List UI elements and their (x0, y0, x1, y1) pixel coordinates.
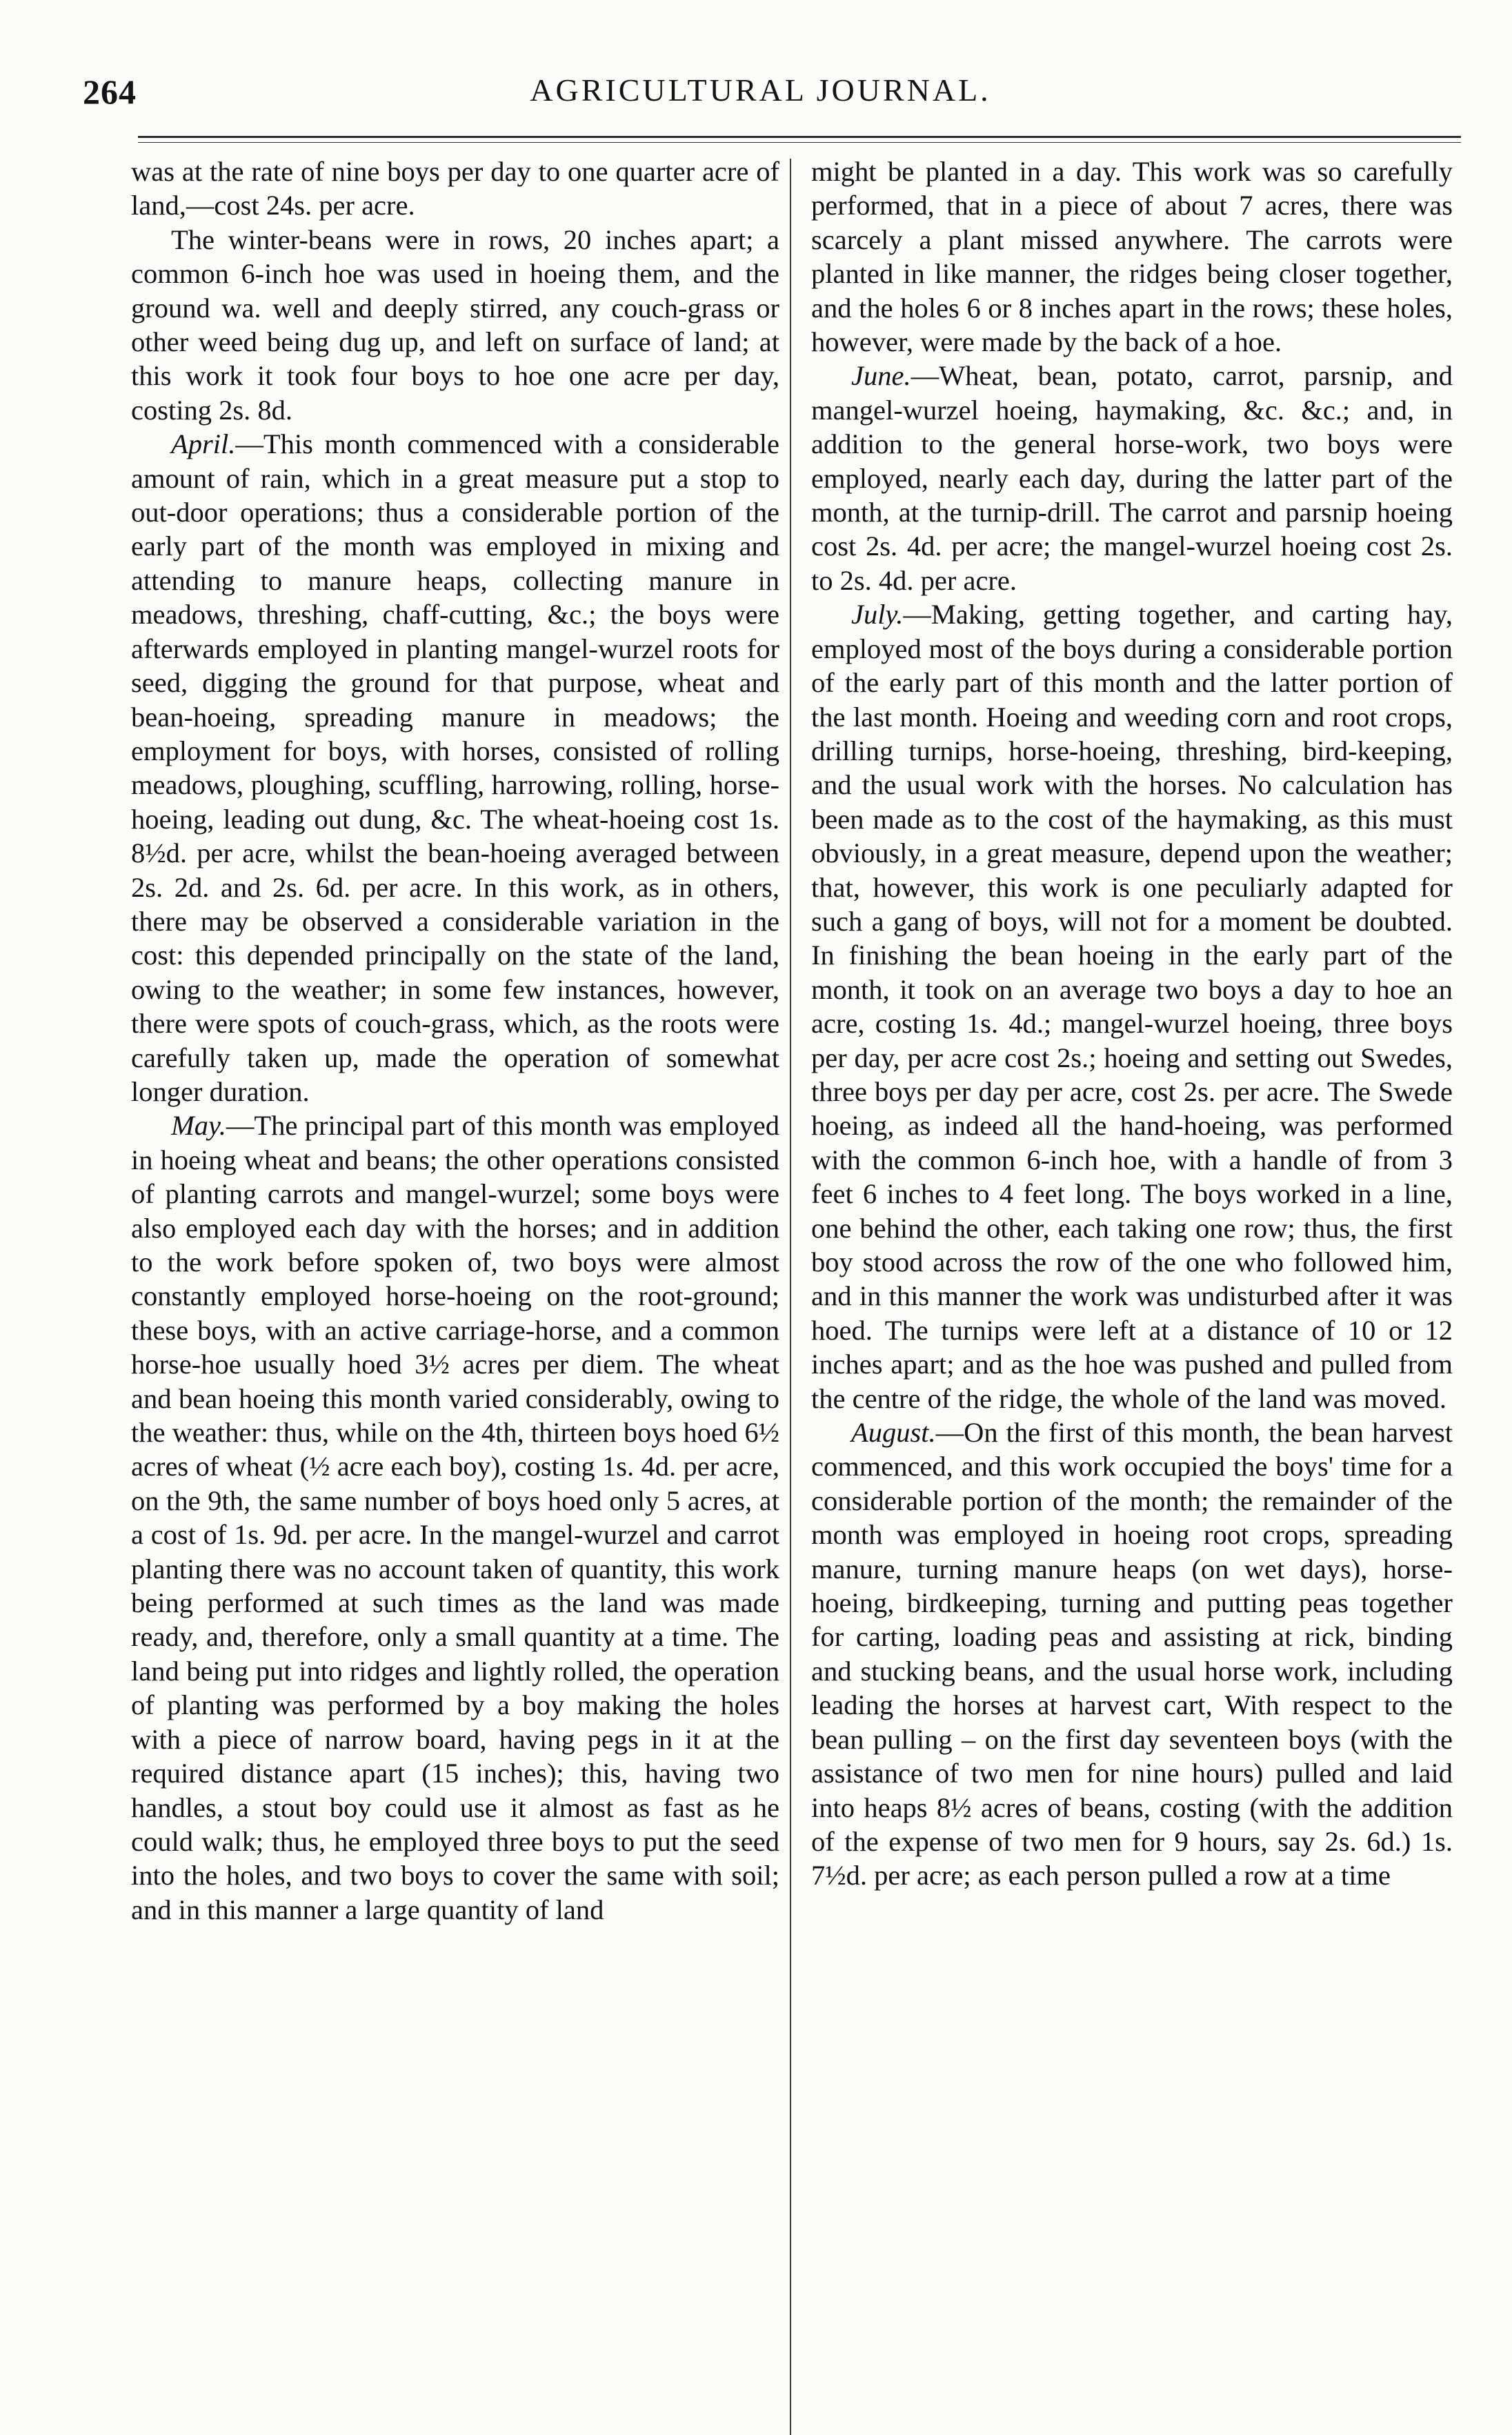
paragraph-june (811, 359, 1453, 597)
paragraph-text: —Wheat, bean, potato, carrot, parsnip, and mangel-wurzel hoeing, haymaking, &c. &c.; and, in addition to the general horse-work, two boys were employed, nearly each day, during the latter part of the month, at the turnip-drill. The carrot and parsnip hoeing cost 2s. 4d. per acre; the mangel-wurzel hoeing cost 2s. to 2s. 4d. per acre. (811, 360, 1453, 596)
month-heading: April. (171, 428, 236, 460)
paragraph: was at the rate of nine boys per day to one quarter acre of land,—cost 24s. per acre. (131, 156, 779, 221)
paragraph-may (131, 1109, 779, 1927)
header-rule-thin (138, 142, 1461, 143)
month-heading: August. (851, 1417, 936, 1449)
paragraph-august (811, 1415, 1453, 1893)
paragraph-april (131, 427, 779, 1109)
paragraph-text: —This month commenced with a considerable amount of rain, which in a great measure put a stop to out-door operations; thus a considerable portion of the early part of the month was employed in mixing and attending to manure heaps, collecting manure in meadows, threshing, chaff-cutting, &c.; the boys were afterwards employed in planting mangel-wurzel roots for seed, digging the ground for that purpose, wheat and bean-hoeing, spreading manure in meadows; the employment for boys, with horses, consisted of rolling meadows, ploughing, scuffling, harrowing, rolling, horse-hoeing, leading out dung, &c. The wheat-hoeing cost 1s. 8½d. per acre, whilst the bean-hoeing averaged between 2s. 2d. and 2s. 6d. per acre. In this work, as in others, there may be observed a considerable variation in the cost: this depended principally on the state of the land, owing to the weather; in some few instances, however, there were spots of couch-grass, which, as the roots were carefully taken up, made the operation of somewhat longer duration. (131, 428, 779, 1107)
month-heading: July. (851, 599, 904, 630)
left-column (131, 155, 779, 1927)
page-header (83, 72, 1438, 121)
paragraph: The winter-beans were in rows, 20 inches apart; a common 6-inch hoe was used in hoeing them, and the ground wa. well and deeply stirred, any couch-grass or other weed being dug up, and left on surface of land; at this work it took four boys to hoe one acre per day, costing 2s. 8d. (131, 223, 779, 426)
paragraph-text: —Making, getting together, and carting hay, employed most of the boys during a considerable portion of the early part of this month and the latter portion of the last month. Hoeing and weeding corn and root crops, drilling turnips, horse-hoeing, threshing, bird-keeping, and the usual work with the horses. No calculation has been made as to the cost of the haymaking, as this must obviously, in a great measure, depend upon the weather; that, however, this work is one peculiarly adapted for such a gang of boys, will not for a moment be doubted. In finishing the bean hoeing in the early part of the month, it took on an average two boys a day to hoe an acre, costing 1s. 4d.; mangel-wurzel hoeing, three boys per day, per acre cost 2s.; hoeing and setting out Swedes, three boys per day per acre, cost 2s. per acre. The Swede hoeing, as indeed all the hand-hoeing, was performed with the common 6-inch hoe, with a handle of from 3 feet 6 inches to 4 feet long. The boys worked in a line, one behind the other, each taking one row; thus, the first boy stood across the row of the one who followed him, and in this manner the work was undisturbed after it was hoed. The turnips were left at a distance of 10 or 12 inches apart; and as the hoe was pushed and pulled from the centre of the ridge, the whole of the land was moved. (811, 599, 1453, 1414)
paragraph: might be planted in a day. This work was so carefully performed, that in a piece of about 7 acres, there was scarcely a plant missed anywhere. The carrots were planted in like manner, the ridges being closer together, and the holes 6 or 8 inches apart in the rows; these holes, however, were made by the back of a hoe. (811, 156, 1453, 358)
right-column (811, 155, 1453, 1893)
month-heading: May. (171, 1110, 226, 1142)
paragraph-text: —On the first of this month, the bean harvest commenced, and this work occupied the boys' time for a considerable portion of the month; the remainder of the month was employed in hoeing root crops, spreading manure, turning manure heaps (on wet days), horse-hoeing, birdkeeping, turning and putting peas together for carting, loading peas and assisting at rick, binding and stucking beans, and the usual horse work, including leading the horses at harvest cart, With respect to the bean pulling – on the first day seventeen boys (with the assistance of two men for nine hours) pulled and laid into heaps 8½ acres of beans, costing (with the addition of the expense of two men for 9 hours, say 2s. 6d.) 1s. 7½d. per acre; as each person pulled a row at a time (811, 1417, 1453, 1891)
month-heading: June. (851, 360, 911, 392)
page-number: 264 (83, 72, 137, 111)
paragraph-july (811, 597, 1453, 1415)
header-rule (138, 136, 1461, 138)
running-title: AGRICULTURAL JOURNAL. (530, 72, 991, 108)
column-divider (790, 159, 791, 2435)
paragraph-text: —The principal part of this month was employed in hoeing wheat and beans; the other operations consisted of planting carrots and mangel-wurzel; some boys were also employed each day with the horses; and in addition to the work before spoken of, two boys were almost constantly employed horse-hoeing on the root-ground; these boys, with an active carriage-horse, and a common horse-hoe usually hoed 3½ acres per diem. The wheat and bean hoeing this month varied considerably, owing to the weather: thus, while on the 4th, thirteen boys hoed 6½ acres of wheat (½ acre each boy), costing 1s. 4d. per acre, on the 9th, the same number of boys hoed only 5 acres, at a cost of 1s. 9d. per acre. In the mangel-wurzel and carrot planting there was no account taken of quantity, this work being performed at such times as the land was made ready, and, therefore, only a small quantity at a time. The land being put into ridges and lightly rolled, the operation of planting was performed by a boy making the holes with a piece of narrow board, having pegs in it at the required distance apart (15 inches); this, having two handles, a stout boy could use it almost as fast as he could walk; thus, he employed three boys to put the seed into the holes, and two boys to cover the same with soil; and in this manner a large quantity of land (131, 1110, 779, 1925)
